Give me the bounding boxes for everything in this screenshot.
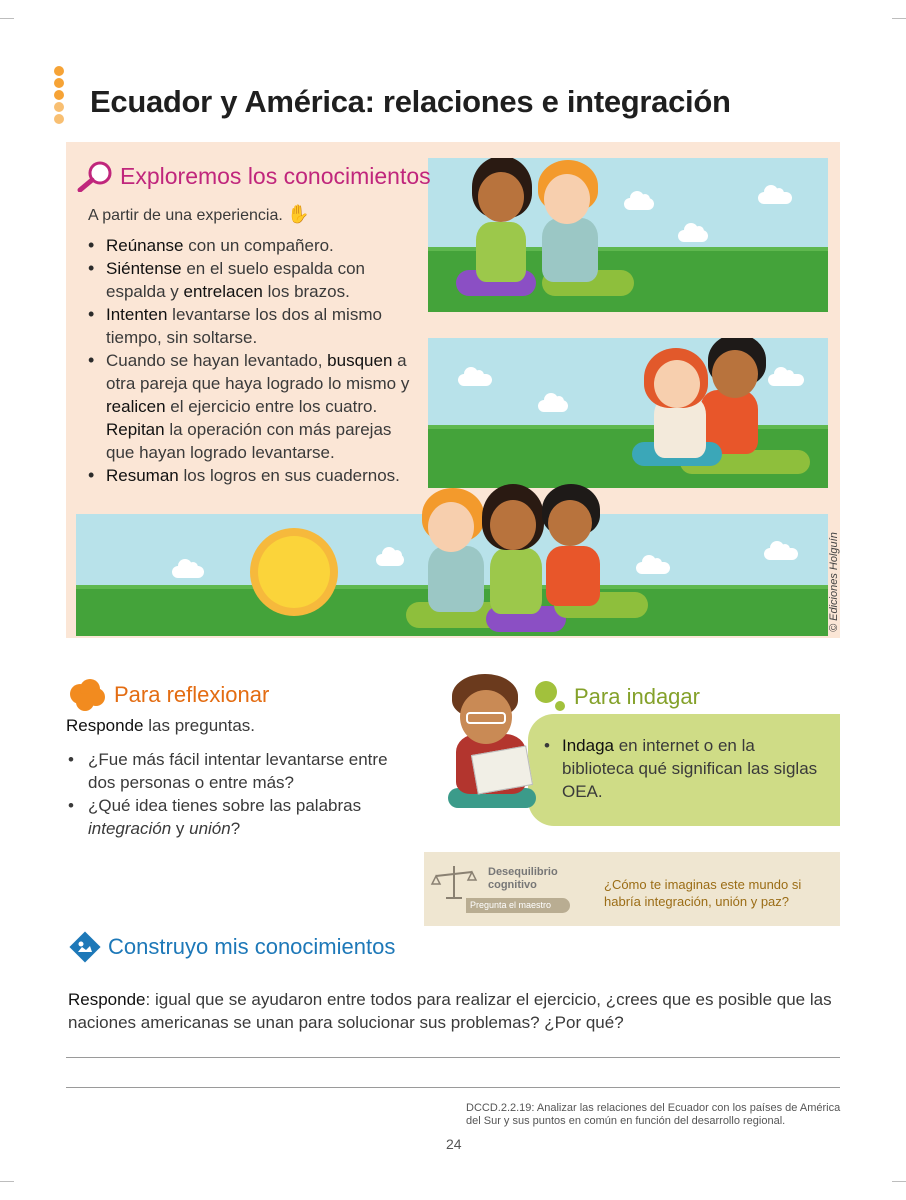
image-credit: © Ediciones Holguín: [828, 532, 840, 632]
list-item: • Siéntense en el suelo espalda con espalda y entrelacen los brazos.: [88, 257, 418, 303]
disequilibrium-question: ¿Cómo te imaginas este mundo si habría integración, unión y paz?: [604, 877, 802, 909]
build-prompt: Responde: igual que se ayudaron entre todos para realizar el ejercicio, ¿crees que es posible que las naciones americanas se unan para solucionar sus problemas? ¿Por qué?: [68, 990, 832, 1032]
crop-mark: [892, 1168, 906, 1182]
inquire-heading: [532, 680, 700, 714]
crop-mark: [0, 1168, 14, 1182]
inquire-task: • Indaga en internet o en la biblioteca qué significan las siglas OEA.: [544, 736, 818, 801]
hand-icon: ✋: [287, 204, 310, 224]
illustration-strip-top: [428, 158, 828, 312]
reflect-intro: Responde las preguntas.: [66, 716, 256, 735]
build-heading-text: Construyo mis conocimientos: [108, 934, 396, 959]
reflect-heading: [66, 678, 269, 712]
crop-mark: [0, 18, 14, 32]
list-item: • ¿Qué idea tienes sobre las palabras integración y unión?: [66, 794, 406, 840]
list-item: • Resuman los logros en sus cuadernos.: [88, 464, 418, 487]
crop-mark: [892, 18, 906, 32]
list-item: • Cuando se hayan levantado, busquen a otra pareja que haya logrado lo mismo y realicen el ejercicio entre los cuatro. Repitan la operación con más parejas que hayan logrado levantarse.: [88, 349, 418, 464]
page-number: 24: [446, 1136, 462, 1152]
teacher-question-tag: Pregunta el maestro: [466, 898, 570, 913]
title-dots-decoration: [54, 66, 66, 126]
explore-heading: [76, 160, 431, 192]
magnifier-icon: [76, 160, 114, 192]
explore-heading-text: Exploremos los conocimientos: [120, 162, 431, 189]
thought-cloud-icon: [66, 678, 108, 712]
disequilibrium-label: Desequilibrio cognitivo: [488, 866, 558, 891]
reflect-questions: [66, 748, 406, 840]
answer-line[interactable]: [66, 1087, 840, 1088]
illustration-strip-middle: [428, 338, 828, 488]
list-item: • Intenten levantarse los dos al mismo tiempo, sin soltarse.: [88, 303, 418, 349]
list-item: • ¿Fue más fácil intentar levantarse entre dos personas o entre más?: [66, 748, 406, 794]
balance-scale-icon: [430, 862, 478, 902]
reflect-heading-text: Para reflexionar: [114, 682, 270, 707]
page-title: Ecuador y América: relaciones e integración: [90, 84, 731, 119]
curriculum-note: DCCD.2.2.19: Analizar las relaciones del Ecuador con los países de América del Sur y sus puntos en común en función del desarrollo regional.: [466, 1102, 841, 1127]
explore-intro: A partir de una experiencia. ✋: [88, 204, 310, 224]
speech-bubble-icon: [532, 680, 568, 714]
construction-diamond-icon: [68, 930, 102, 964]
answer-line[interactable]: [66, 1057, 840, 1058]
explore-steps-list: [88, 234, 418, 487]
sun-illustration: [258, 536, 330, 608]
build-heading: [68, 930, 395, 964]
inquire-heading-text: Para indagar: [574, 684, 700, 709]
list-item: • Reúnanse con un compañero.: [88, 234, 418, 257]
